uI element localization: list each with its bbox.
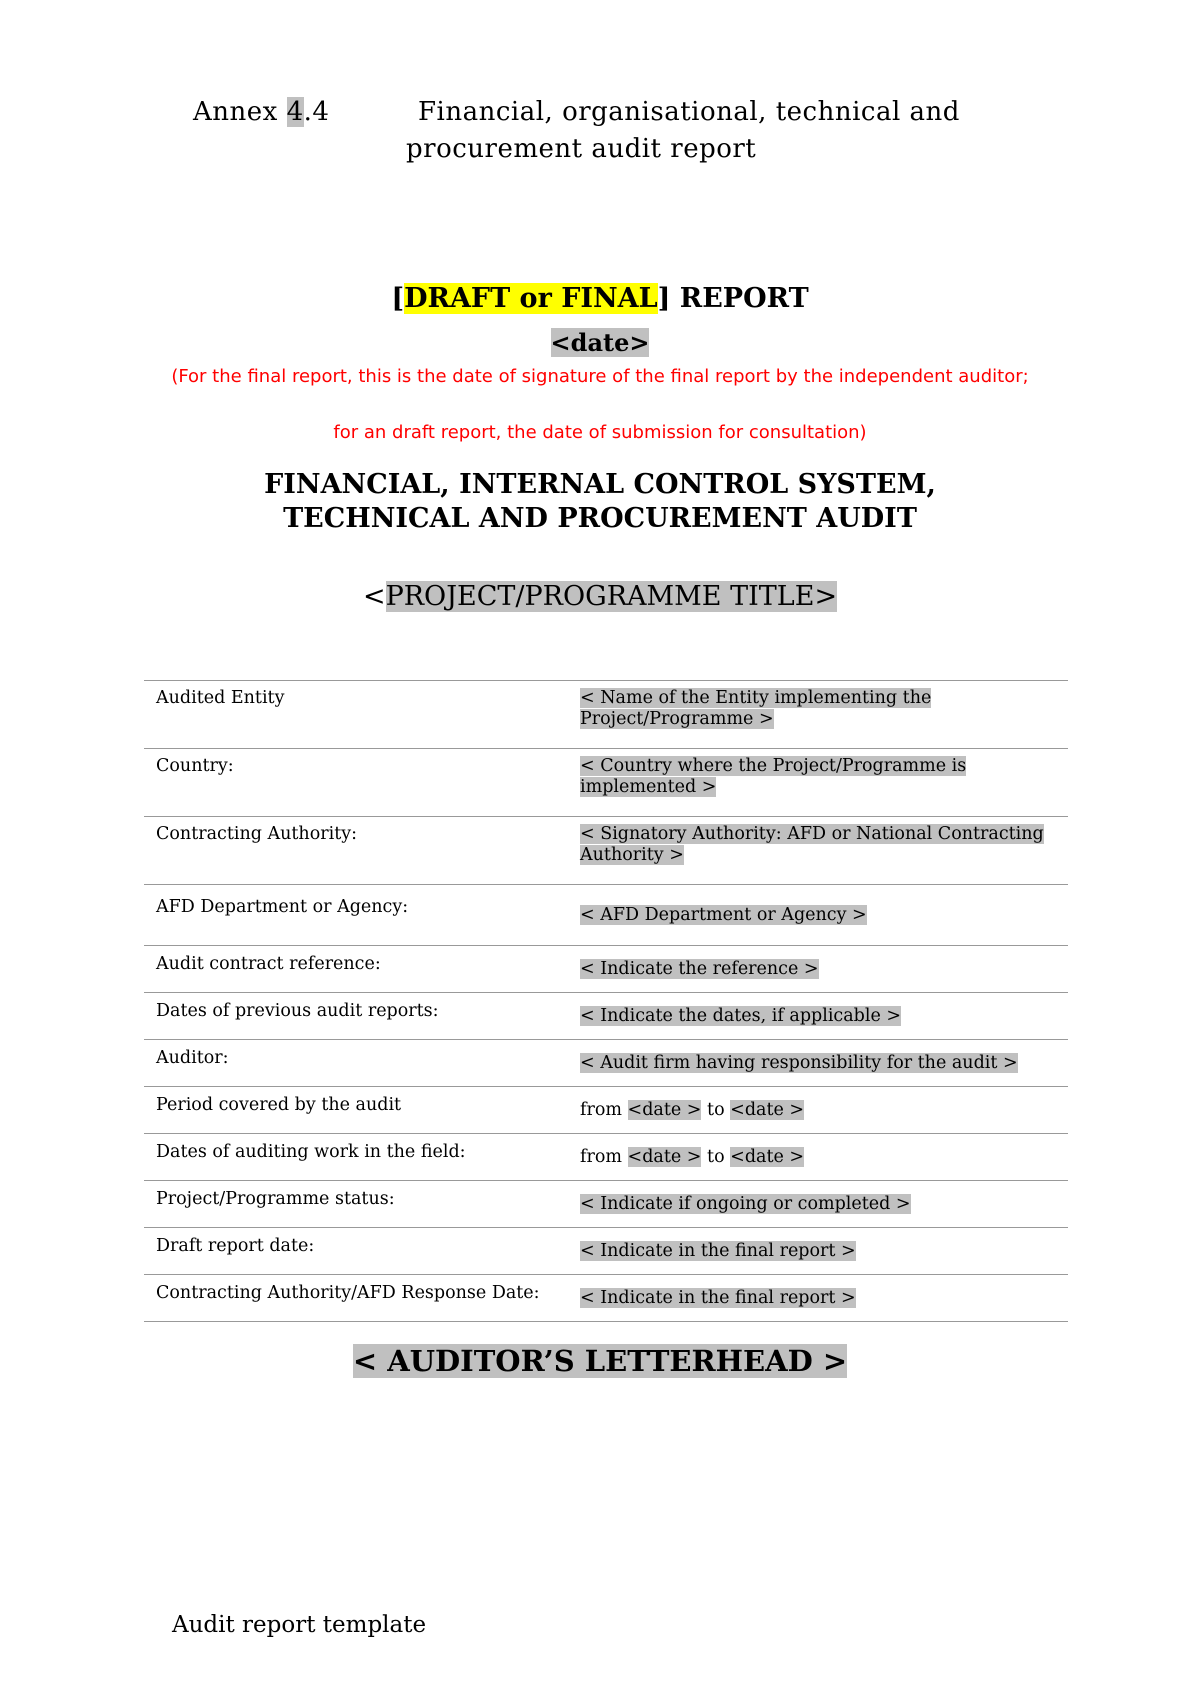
row-value — [580, 993, 1068, 1040]
annex-number-highlight: 4 — [286, 97, 304, 127]
annex-label — [193, 97, 329, 127]
table-row — [144, 1181, 1068, 1228]
audit-title-line-1: FINANCIAL, INTERNAL CONTROL SYSTEM, — [264, 469, 936, 500]
row-label: Draft report date: — [144, 1228, 580, 1275]
to-text: to — [701, 1147, 731, 1167]
row-label: Audited Entity — [144, 681, 580, 749]
value-placeholder: < Indicate the dates, if applicable > — [580, 1006, 902, 1026]
from-text: from — [580, 1100, 628, 1120]
date-note-line-1: (For the final report, this is the date of signature of the final report by the independent auditor; — [171, 366, 1029, 387]
date-placeholder: <date > — [627, 1100, 702, 1120]
row-label: Country: — [144, 749, 580, 817]
row-label: Auditor: — [144, 1040, 580, 1087]
row-value — [580, 681, 1068, 749]
value-placeholder: < Signatory Authority: AFD or National Contracting Authority > — [580, 824, 1044, 865]
table-row — [144, 1087, 1068, 1134]
project-title-lt: < — [362, 581, 386, 612]
report-bracket-open: [ — [391, 283, 405, 314]
value-placeholder: < Country where the Project/Programme is implemented > — [580, 756, 967, 797]
row-value — [580, 749, 1068, 817]
table-row — [144, 681, 1068, 749]
row-label: Dates of previous audit reports: — [144, 993, 580, 1040]
row-value — [580, 946, 1068, 993]
report-date-placeholder: <date> — [550, 328, 650, 357]
report-type-heading — [0, 283, 1200, 314]
table-row — [144, 1040, 1068, 1087]
annex-title-line-1: Financial, organisational, technical and — [418, 97, 960, 127]
row-value — [580, 817, 1068, 885]
value-placeholder: < Indicate if ongoing or completed > — [580, 1194, 911, 1214]
row-value — [580, 1040, 1068, 1087]
from-text: from — [580, 1147, 628, 1167]
draft-or-final-highlight: DRAFT or FINAL — [404, 283, 658, 314]
value-placeholder: < Indicate the reference > — [580, 959, 819, 979]
row-label: AFD Department or Agency: — [144, 885, 580, 946]
table-row — [144, 885, 1068, 946]
annex-prefix: Annex — [193, 97, 287, 127]
to-text: to — [701, 1100, 731, 1120]
report-bracket-close: ] REPORT — [657, 283, 809, 314]
annex-number-suffix: .4 — [303, 97, 330, 127]
row-value — [580, 885, 1068, 946]
row-label: Contracting Authority/AFD Response Date: — [144, 1275, 580, 1322]
date-note-line-2: for an draft report, the date of submission for consultation) — [333, 422, 867, 443]
row-value — [580, 1181, 1068, 1228]
table-row — [144, 749, 1068, 817]
auditor-letterhead — [0, 1344, 1200, 1378]
row-label: Dates of auditing work in the field: — [144, 1134, 580, 1181]
annex-title-line-2: procurement audit report — [406, 134, 757, 164]
row-value — [580, 1134, 1068, 1181]
letterhead-placeholder: < AUDITOR’S LETTERHEAD > — [352, 1344, 848, 1378]
table-row — [144, 1275, 1068, 1322]
table-row — [144, 1134, 1068, 1181]
value-placeholder: < AFD Department or Agency > — [580, 905, 867, 925]
audit-main-title — [0, 468, 1200, 536]
row-label: Contracting Authority: — [144, 817, 580, 885]
table-row — [144, 817, 1068, 885]
date-placeholder: <date > — [730, 1147, 805, 1167]
row-label: Audit contract reference: — [144, 946, 580, 993]
date-placeholder: <date > — [627, 1147, 702, 1167]
row-label: Project/Programme status: — [144, 1181, 580, 1228]
date-placeholder: <date > — [730, 1100, 805, 1120]
row-label: Period covered by the audit — [144, 1087, 580, 1134]
table-row — [144, 1228, 1068, 1275]
audit-info-table — [144, 680, 1068, 1322]
table-row — [144, 993, 1068, 1040]
project-title-placeholder: PROJECT/PROGRAMME TITLE — [385, 581, 815, 612]
report-date — [0, 328, 1200, 357]
value-placeholder: < Name of the Entity implementing the Project/Programme > — [580, 688, 932, 729]
row-value — [580, 1228, 1068, 1275]
value-placeholder: < Indicate in the final report > — [580, 1241, 856, 1261]
table-row — [144, 946, 1068, 993]
row-value — [580, 1275, 1068, 1322]
project-title — [0, 581, 1200, 612]
row-value — [580, 1087, 1068, 1134]
project-title-gt: > — [814, 581, 838, 612]
value-placeholder: < Audit firm having responsibility for the audit > — [580, 1053, 1018, 1073]
audit-title-line-2: TECHNICAL AND PROCUREMENT AUDIT — [283, 503, 917, 534]
page-footer: Audit report template — [172, 1612, 427, 1638]
value-placeholder: < Indicate in the final report > — [580, 1288, 856, 1308]
